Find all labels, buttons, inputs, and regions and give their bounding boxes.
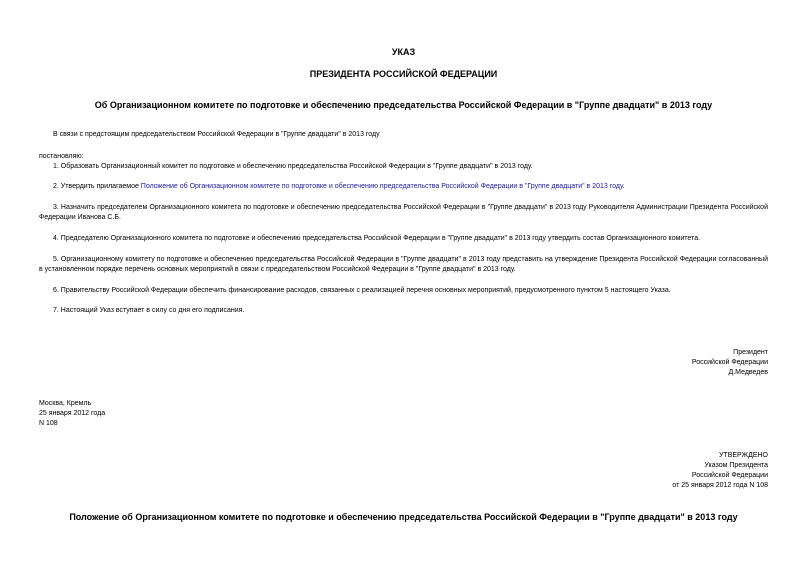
item-3-text: 3. Назначить председателем Организационного комитета по подготовке и обеспечению председательства Российской Федерации в "Группе двадцати" в 2013 году Руководителя Администрации Президента Российской Федерации Иванова С.Б. xyxy=(39,204,768,221)
item-4: 4. Председателю Организационного комитета по подготовке и обеспечению председательства Российской Федерации в "Группе двадцати" в 2013 году утвердить состав Организационного комитета. xyxy=(53,235,701,242)
approval-by: Указом Президента xyxy=(704,462,768,469)
item-2-prefix: 2. Утвердить прилагаемое xyxy=(53,183,141,190)
place: Москва, Кремль xyxy=(39,400,92,407)
decree-heading: УКАЗ xyxy=(391,47,416,57)
item-1: 1. Образовать Организационный комитет по подготовке и обеспечению председательства Российской Федерации в "Группе двадцати" в 2013 году. xyxy=(53,163,533,170)
item-3 xyxy=(39,203,768,223)
approval-stamp: УТВЕРЖДЕНО xyxy=(718,452,768,459)
place-date-block xyxy=(39,399,105,429)
approval-block xyxy=(672,451,768,491)
item-6: 6. Правительству Российской Федерации обеспечить финансирование расходов, связанных с реализацией перечня основных мероприятий, предусмотренного пунктом 5 настоящего Указа. xyxy=(53,287,671,294)
signature-title: Президент xyxy=(733,349,768,356)
approval-date: от 25 января 2012 года N 108 xyxy=(672,482,768,489)
item-2 xyxy=(53,182,625,192)
item-2-suffix: . xyxy=(622,183,625,190)
preamble-text: В связи с предстоящим председательством Российской Федерации в "Группе двадцати" в 2013 году xyxy=(53,131,380,138)
appendix-title: Положение об Организационном комитете по подготовке и обеспечению председательства Российской Федерации в "Группе двадцати" в 2013 году xyxy=(69,512,738,522)
item-5 xyxy=(39,255,768,275)
date: 25 января 2012 года xyxy=(39,410,106,417)
decree-number: N 108 xyxy=(39,420,58,427)
decree-issuer: ПРЕЗИДЕНТА РОССИЙСКОЙ ФЕДЕРАЦИИ xyxy=(309,69,498,79)
item-5-text: 5. Организационному комитету по подготовке и обеспечению председательства Российской Федерации в "Группе двадцати" в 2013 году представить на утверждение Президента Российской Федерации согласованный в установленном порядке перечень основных мероприятий в связи с председательством Российской Федерации в "Группе двадцати" в 2013 году. xyxy=(39,256,768,273)
signature-org: Российской Федерации xyxy=(691,359,768,366)
signature-name: Д.Медведев xyxy=(728,369,768,376)
item-7: 7. Настоящий Указ вступает в силу со дня его подписания. xyxy=(53,307,245,314)
resolve-text: постановляю: xyxy=(39,153,84,160)
decree-title: Об Организационном комитете по подготовке и обеспечению председательства Российской Федерации в "Группе двадцати" в 2013 году xyxy=(94,100,713,110)
regulation-link[interactable]: Положение об Организационном комитете по подготовке и обеспечению председательства Российской Федерации в "Группе двадцати" в 2013 году xyxy=(140,183,623,190)
approval-org: Российской Федерации xyxy=(691,472,768,479)
signature-block xyxy=(692,348,768,378)
